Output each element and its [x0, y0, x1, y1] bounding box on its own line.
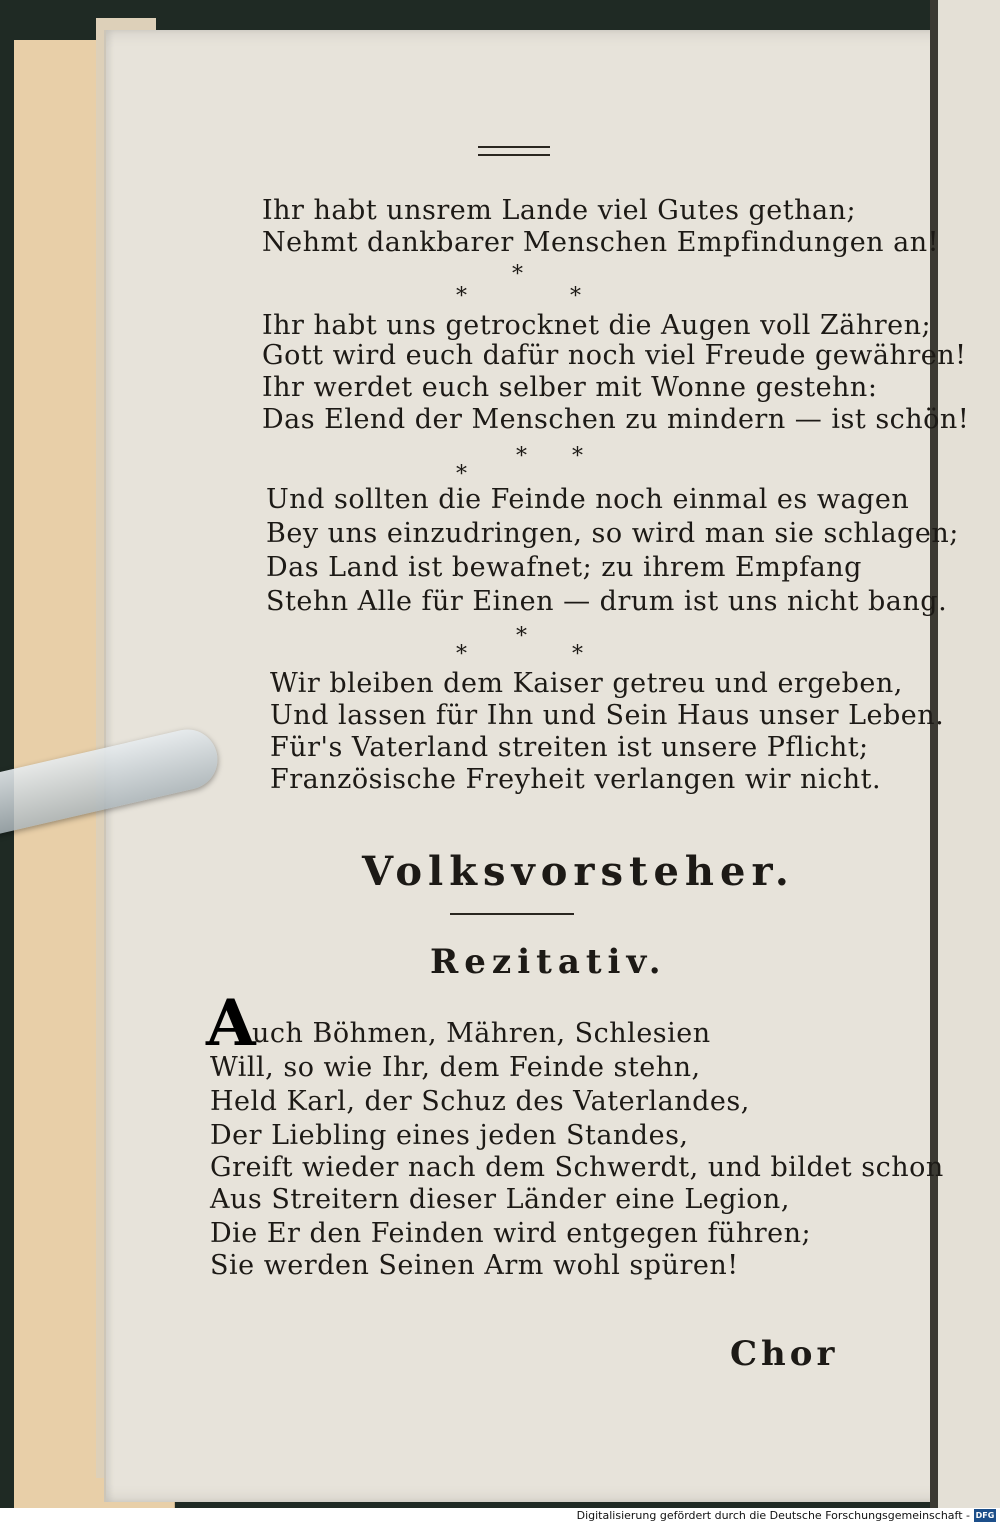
next-page-edge	[930, 0, 1000, 1510]
verse-line: Für's Vaterland streiten ist unsere Pflicht;	[270, 732, 869, 763]
verse-line: Ihr werdet euch selber mit Wonne gestehn:	[262, 372, 878, 403]
recitative-line: Held Karl, der Schuz des Vaterlandes,	[210, 1086, 750, 1117]
recitative-line: uch Böhmen, Mähren, Schlesien	[252, 1018, 711, 1049]
drop-cap: A	[206, 986, 256, 1061]
footer-credit: Digitalisierung gefördert durch die Deutsche Forschungsgemeinschaft -	[576, 1509, 970, 1522]
verse-line: Französische Freyheit verlangen wir nicht.	[270, 764, 882, 795]
asterism-star: *	[572, 444, 583, 469]
dfg-logo: DFG	[975, 1511, 995, 1520]
verse-line: Nehmt dankbarer Menschen Empfindungen an!	[262, 227, 939, 258]
asterism-star: *	[516, 444, 527, 469]
asterism-star: *	[572, 642, 583, 667]
top-ornament	[478, 146, 550, 156]
recitative-line: Sie werden Seinen Arm wohl spüren!	[210, 1250, 739, 1281]
recitative-line: Aus Streitern dieser Länder eine Legion,	[210, 1184, 790, 1215]
catchword: Chor	[730, 1334, 839, 1374]
verse-line: Das Elend der Menschen zu mindern — ist schön!	[262, 404, 970, 435]
asterism-star: *	[456, 642, 467, 667]
verse-line: Ihr habt uns getrocknet die Augen voll Zähren;	[262, 310, 932, 341]
subsection-title: Rezitativ.	[430, 942, 667, 982]
asterism-star: *	[516, 624, 527, 649]
recitative-line: Die Er den Feinden wird entgegen führen;	[210, 1218, 812, 1249]
verse-line: Ihr habt unsrem Lande viel Gutes gethan;	[262, 195, 857, 226]
section-divider	[450, 913, 574, 915]
recitative-line: Der Liebling eines jeden Standes,	[210, 1120, 689, 1151]
verse-line: Das Land ist bewafnet; zu ihrem Empfang	[266, 552, 862, 583]
recitative-line: Will, so wie Ihr, dem Feinde stehn,	[210, 1052, 701, 1083]
verse-line: Wir bleiben dem Kaiser getreu und ergeben,	[270, 668, 903, 699]
verse-line: Und lassen für Ihn und Sein Haus unser Leben.	[270, 700, 945, 731]
verse-line: Gott wird euch dafür noch viel Freude gewähren!	[262, 340, 967, 371]
asterism-star: *	[456, 284, 467, 309]
asterism-star: *	[456, 462, 467, 487]
verse-line: Stehn Alle für Einen — drum ist uns nicht bang.	[266, 586, 948, 617]
verse-line: Bey uns einzudringen, so wird man sie schlagen;	[266, 518, 959, 549]
recitative-line: Greift wieder nach dem Schwerdt, und bildet schon	[210, 1152, 944, 1183]
asterism-star: *	[512, 262, 523, 287]
asterism-star: *	[570, 284, 581, 309]
verse-line: Und sollten die Feinde noch einmal es wagen	[266, 484, 910, 515]
section-title: Volksvorsteher.	[362, 848, 795, 895]
